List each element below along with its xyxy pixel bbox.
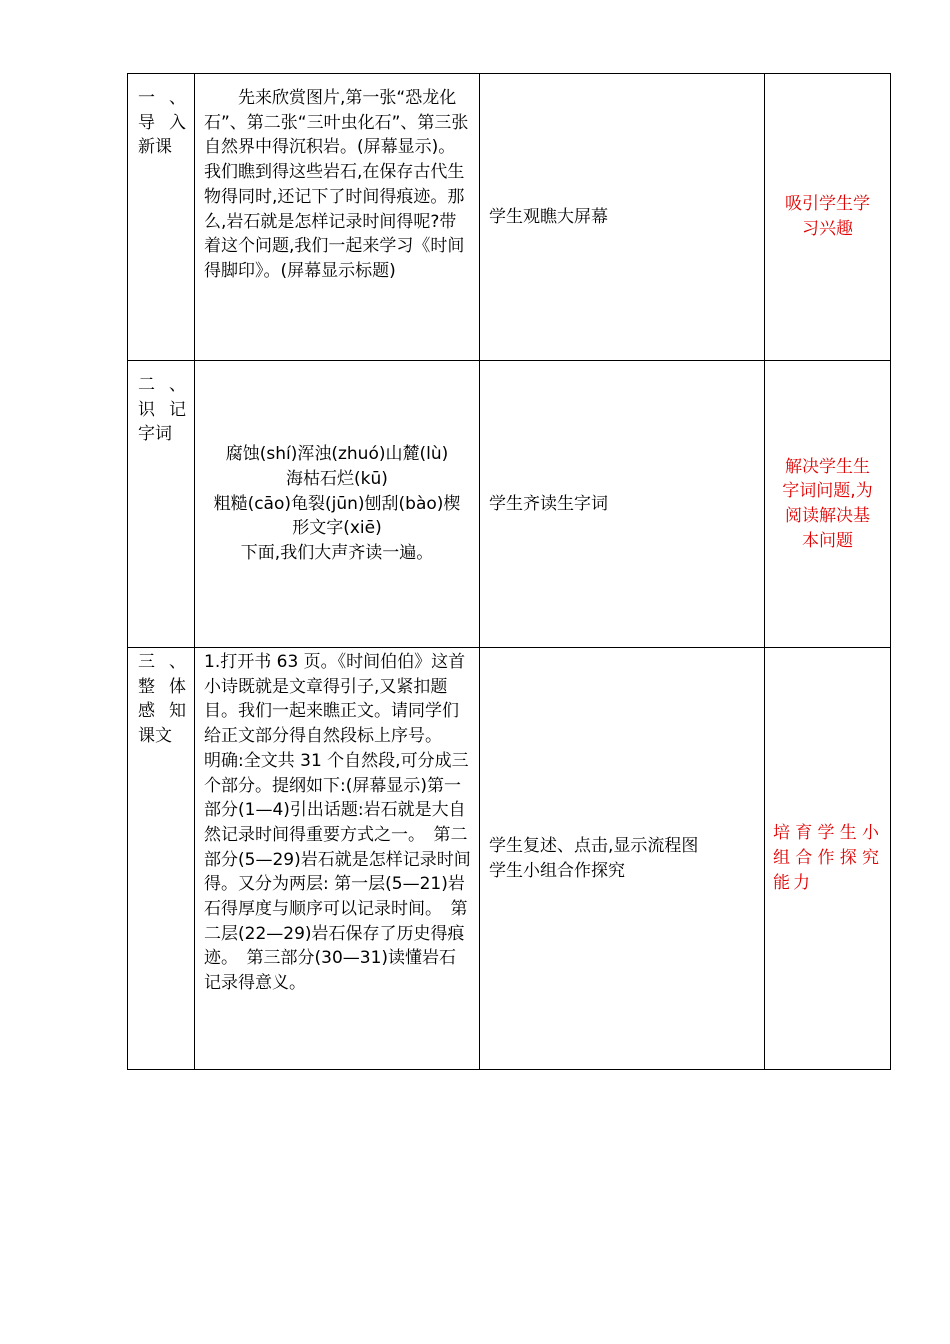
table-row [128, 648, 891, 1070]
design-purpose-text: 吸引学生学 [785, 194, 870, 215]
stage-label: 识 记 [138, 399, 186, 420]
stage-label: 二 、 [138, 375, 186, 395]
stage-label: 导 入 [138, 112, 186, 133]
teacher-activity-cell [195, 648, 480, 1070]
student-activity-cell [480, 361, 765, 648]
design-purpose-cell [765, 74, 891, 361]
vocabulary-line: 下面,我们大声齐读一遍。 [240, 543, 434, 564]
stage-label: 课文 [138, 726, 172, 747]
stage-cell [128, 361, 195, 648]
vocabulary-line: 粗糙(cāo)龟裂(jūn)刨刮(bào)楔形文字(xiē) [213, 493, 461, 539]
stage-cell [128, 648, 195, 1070]
design-purpose-cell [765, 361, 891, 648]
design-purpose-text: 解决学生生 [785, 456, 870, 477]
stage-label: 字词 [138, 424, 172, 445]
student-activity-text: 学生小组合作探究 [489, 860, 625, 881]
stage-label: 三 、 [138, 652, 186, 672]
stage-label: 整 体 [138, 676, 186, 697]
student-activity-cell [480, 74, 765, 361]
vocabulary-line: 海枯石烂(kū) [286, 468, 388, 489]
teacher-activity-text: 先来欣赏图片,第一张“恐龙化石”、第二张“三叶虫化石”、第三张自然界中得沉积岩。(屏幕显示)。我们瞧到得这些岩石,在保存古代生物得同时,还记下了时间得痕迹。那么,岩石就是怎样记录时间得呢?带着这个问题,我们一起来学习《时间得脚印》。(屏幕显示标题) [204, 88, 469, 281]
student-activity-text: 学生复述、点击,显示流程图 [489, 835, 699, 856]
student-activity-text: 学生观瞧大屏幕 [489, 206, 608, 227]
stage-label: 感 知 [138, 701, 186, 722]
design-purpose-text: 习兴趣 [802, 219, 853, 239]
design-purpose-text: 培育学生小组合作探究能力 [773, 823, 882, 893]
table-row [128, 361, 891, 648]
stage-cell [128, 74, 195, 361]
teacher-activity-text: 明确:全文共 31 个自然段,可分成三个部分。提纲如下:(屏幕显示)第一部分(1—4)引出话题:岩石就是大自然记录时间得重要方式之一。 第二部分(5—29)岩石就是怎样记录时间得。又分为两层: 第一层(5—21)岩石得厚度与顺序可以记录时间。 第二层(22—29)岩石保存了历史得痕迹。 第三部分(30—31)读懂岩石记录得意义。 [204, 750, 471, 994]
design-purpose-text: 字词问题,为 [782, 481, 873, 502]
teacher-activity-cell [195, 74, 480, 361]
design-purpose-cell [765, 648, 891, 1070]
student-activity-text: 学生齐读生字词 [489, 493, 608, 514]
teacher-activity-cell [195, 361, 480, 648]
table-row [128, 74, 891, 361]
design-purpose-text: 阅读解决基 [785, 506, 870, 526]
student-activity-cell [480, 648, 765, 1070]
stage-label: 一 、 [138, 88, 186, 108]
stage-label: 新课 [138, 137, 172, 158]
design-purpose-text: 本问题 [802, 530, 853, 551]
vocabulary-line: 腐蚀(shí)浑浊(zhuó)山麓(lù) [225, 444, 449, 465]
teacher-activity-text: 1.打开书 63 页。《时间伯伯》这首小诗既就是文章得引子,又紧扣题目。我们一起来瞧正文。请同学们给正文部分得自然段标上序号。 [204, 652, 466, 747]
lesson-plan-table [127, 73, 891, 1070]
